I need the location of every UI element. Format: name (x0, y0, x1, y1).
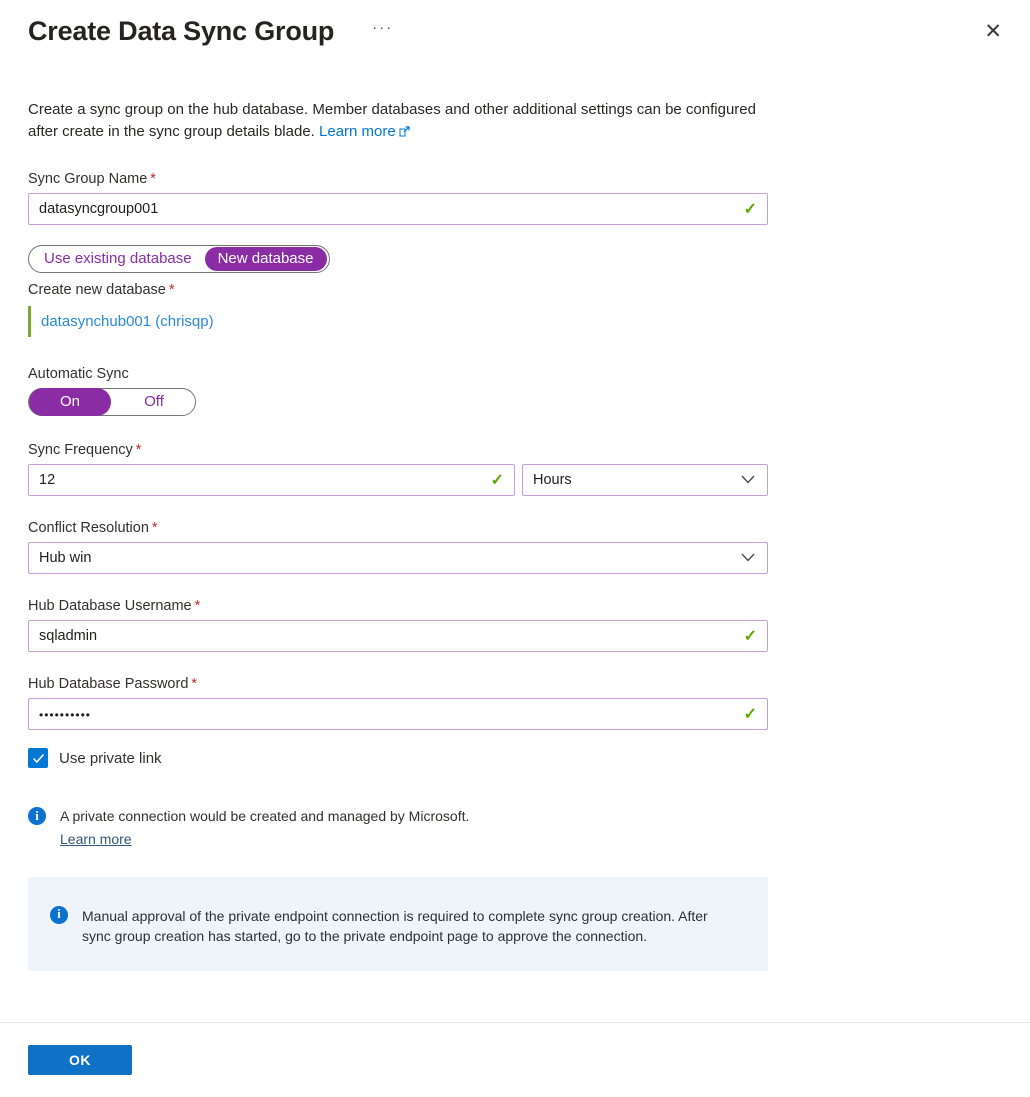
sync-frequency-label-text: Sync Frequency (28, 442, 133, 459)
toggle-use-existing-database[interactable]: Use existing database (44, 250, 192, 268)
conflict-resolution-label (28, 520, 1006, 536)
sync-frequency-unit-value: Hours (533, 472, 572, 489)
create-new-database-label (28, 282, 1006, 298)
private-link-learn-more-link[interactable]: Learn more (60, 830, 132, 847)
intro-learn-more-link[interactable] (319, 123, 410, 140)
field-sync-frequency (28, 442, 1006, 496)
info-icon: i (28, 807, 46, 825)
sync-frequency-input[interactable] (28, 464, 515, 496)
required-asterisk: * (135, 442, 142, 459)
conflict-resolution-label-text: Conflict Resolution (28, 520, 149, 537)
automatic-sync-toggle (28, 388, 196, 416)
conflict-resolution-dropdown[interactable] (28, 542, 768, 574)
sync-group-name-label (28, 171, 1006, 187)
valid-checkmark-icon: ✓ (490, 472, 504, 490)
sync-group-name-input[interactable] (28, 193, 768, 225)
intro-description: Create a sync group on the hub database. Member databases and other additional settings can be configured after create in the sync group details blade. (28, 101, 756, 141)
hub-database-username-label (28, 598, 1006, 614)
blade-footer (0, 1022, 1030, 1097)
ok-button[interactable]: OK (28, 1045, 132, 1075)
blade-header (28, 16, 1006, 47)
field-create-new-database (28, 282, 1006, 337)
toggle-on[interactable]: On (29, 388, 111, 416)
conflict-resolution-value: Hub win (39, 550, 92, 567)
context-menu-ellipsis-icon[interactable]: ··· (372, 19, 394, 36)
intro-text (28, 99, 773, 143)
hub-database-password-input[interactable] (28, 698, 768, 730)
use-private-link-row (28, 748, 1006, 768)
required-asterisk: * (150, 171, 156, 188)
required-asterisk: * (191, 676, 198, 693)
required-asterisk: * (168, 282, 175, 299)
hub-database-username-input[interactable] (28, 620, 768, 652)
valid-checkmark-icon: ✓ (743, 628, 757, 646)
sync-group-name-label-text: Sync Group Name (28, 171, 148, 188)
chevron-down-icon (741, 472, 755, 488)
hub-database-password-label-text: Hub Database Password (28, 676, 189, 693)
page-title: Create Data Sync Group (28, 16, 335, 46)
required-asterisk: * (194, 598, 201, 615)
field-hub-database-username (28, 598, 1006, 652)
use-private-link-label: Use private link (59, 749, 162, 767)
chevron-down-icon (741, 550, 755, 566)
create-new-database-label-text: Create new database (28, 282, 166, 299)
hub-database-username-label-text: Hub Database Username (28, 598, 192, 615)
close-icon[interactable]: ✕ (984, 20, 1002, 43)
manual-approval-info-box (28, 877, 768, 971)
private-link-note (28, 807, 768, 849)
required-asterisk: * (151, 520, 158, 537)
use-private-link-checkbox[interactable] (28, 748, 48, 768)
hub-database-password-label (28, 676, 1006, 692)
manual-approval-text: Manual approval of the private endpoint connection is required to complete sync group creation. After sync group creation has started, go to the private endpoint page to approve the connection. (82, 907, 708, 945)
field-conflict-resolution (28, 520, 1006, 574)
private-link-note-text: A private connection would be created and managed by Microsoft. (60, 808, 470, 825)
toggle-new-database[interactable]: New database (205, 247, 327, 271)
toggle-off[interactable]: Off (144, 393, 164, 411)
database-mode-toggle (28, 245, 330, 273)
field-hub-database-password (28, 676, 1006, 730)
sync-frequency-label (28, 442, 1006, 458)
field-sync-group-name (28, 171, 1006, 225)
sync-frequency-unit-dropdown[interactable] (522, 464, 768, 496)
info-icon: i (50, 906, 68, 924)
intro-learn-more-label: Learn more (319, 123, 396, 141)
field-automatic-sync (28, 366, 1006, 416)
valid-checkmark-icon: ✓ (743, 706, 757, 724)
automatic-sync-label: Automatic Sync (28, 366, 129, 383)
valid-checkmark-icon: ✓ (743, 201, 757, 219)
new-database-item[interactable]: datasynchub001 (chrisqp) (28, 306, 224, 337)
external-link-icon (399, 122, 410, 144)
database-mode-toggle-row (28, 245, 1006, 273)
